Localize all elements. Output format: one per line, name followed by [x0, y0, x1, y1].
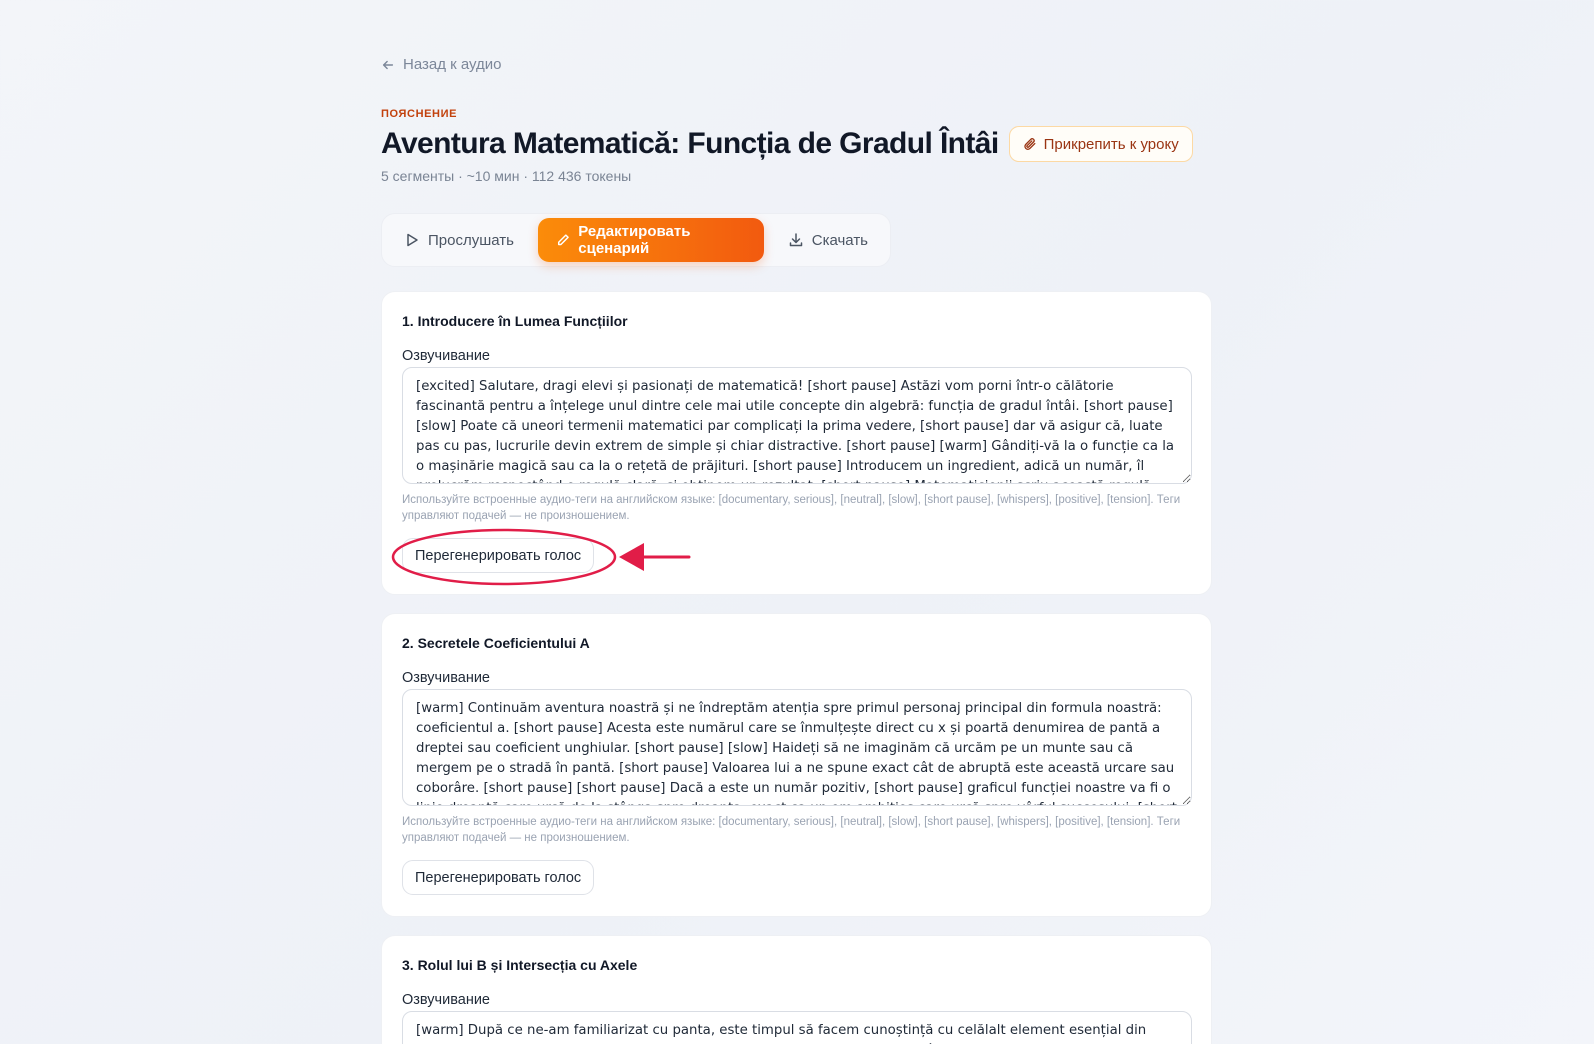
tab-edit-script[interactable]	[538, 218, 764, 262]
page-eyebrow: ПОЯСНЕНИЕ	[381, 108, 458, 120]
attach-to-lesson-label: Прикрепить к уроку	[1043, 135, 1179, 153]
play-icon	[404, 232, 420, 248]
regenerate-voice-button[interactable]: Перегенерировать голос	[402, 860, 594, 895]
arrow-left-icon	[381, 58, 395, 72]
voiceover-textarea[interactable]	[402, 367, 1192, 484]
download-icon	[788, 232, 804, 248]
tab-edit-script-label: Редактировать сценарий	[578, 223, 691, 257]
mode-tabs	[381, 213, 891, 267]
voiceover-label: Озвучивание	[402, 992, 490, 1008]
voiceover-textarea[interactable]	[402, 1011, 1192, 1044]
segment-title: 2. Secretele Coeficientului A	[402, 635, 590, 651]
voiceover-label: Озвучивание	[402, 670, 490, 686]
page-title: Aventura Matematică: Funcția de Gradul Întâi	[381, 127, 999, 160]
audio-tags-hint: Используйте встроенные аудио-теги на английском языке: [documentary, serious], [neutral], [slow], [short pause], [whispers], [positive], [tension]. Теги управляют подачей — не произношением.	[402, 816, 1181, 844]
tab-download[interactable]	[770, 218, 886, 262]
audio-tags-hint: Используйте встроенные аудио-теги на английском языке: [documentary, serious], [neutral], [slow], [short pause], [whispers], [positive], [tension]. Теги управляют подачей — не произношением.	[402, 494, 1181, 522]
segment-card	[381, 291, 1212, 595]
back-link-label: Назад к аудио	[403, 56, 502, 73]
title-row	[381, 126, 1193, 162]
voiceover-textarea[interactable]	[402, 689, 1192, 806]
segment-title: 3. Rolul lui B și Intersecția cu Axele	[402, 957, 638, 973]
pencil-icon	[556, 232, 570, 248]
back-link[interactable]	[381, 56, 502, 73]
segment-title: 1. Introducere în Lumea Funcțiilor	[402, 313, 628, 329]
tab-download-label: Скачать	[811, 231, 868, 249]
page-meta: 5 сегменты · ~10 мин · 112 436 токены	[381, 168, 632, 184]
tab-listen-label: Прослушать	[428, 231, 514, 249]
paperclip-icon	[1023, 137, 1037, 151]
tab-listen[interactable]	[386, 218, 532, 262]
segment-card	[381, 613, 1212, 917]
voiceover-label: Озвучивание	[402, 348, 490, 364]
regenerate-voice-button[interactable]: Перегенерировать голос	[402, 538, 594, 573]
segment-card	[381, 935, 1212, 1044]
attach-to-lesson-button[interactable]	[1009, 126, 1193, 162]
